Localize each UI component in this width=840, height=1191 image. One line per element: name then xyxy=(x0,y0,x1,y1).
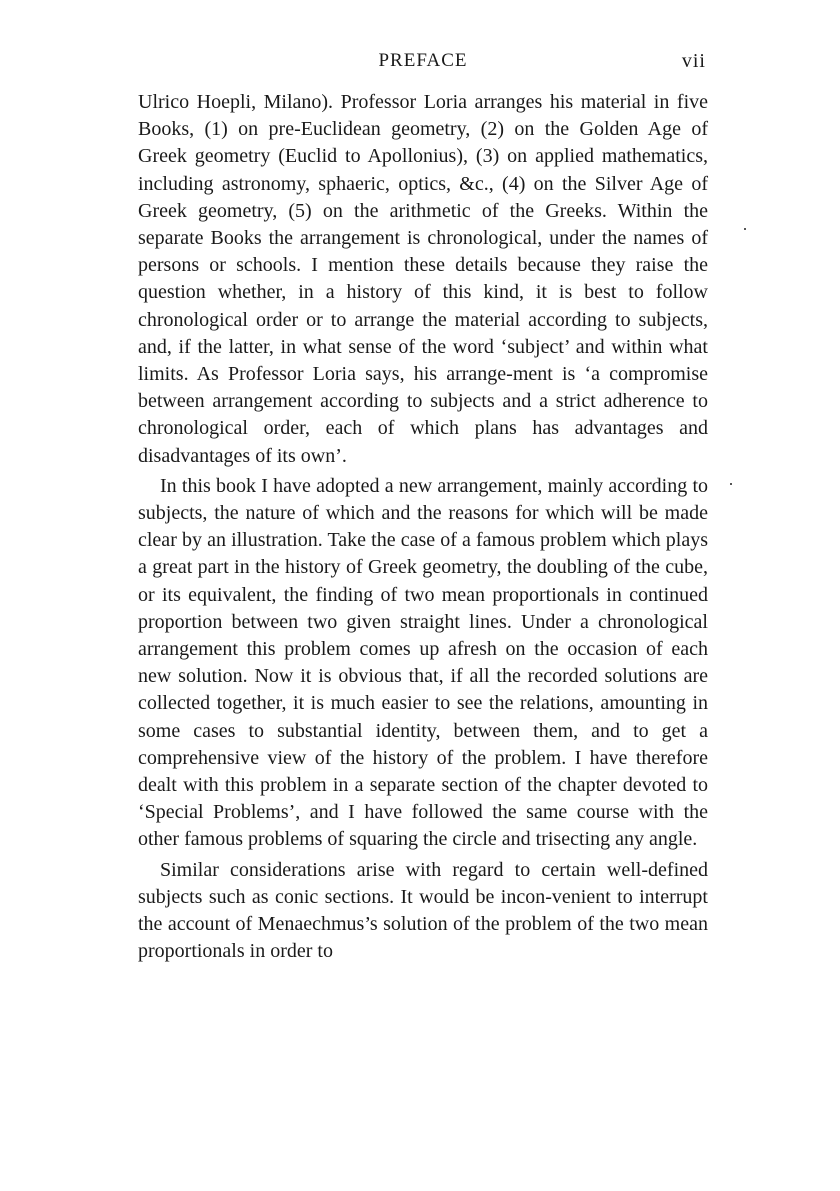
running-title: PREFACE xyxy=(378,50,468,71)
scan-speck xyxy=(744,228,746,230)
paragraph-similar-considerations: Similar considerations arise with regard to certain well-defined subjects such as conic sections. It would be incon-venient to interrupt the account of Menaechmus’s solution of the problem of the two mean proportionals in order to xyxy=(138,858,708,963)
scan-speck xyxy=(730,483,732,485)
paragraph-continued: Ulrico Hoepli, Milano). Professor Loria arranges his material in five Books, (1) on pre-Euclidean geometry, (2) on the Golden Age of Greek geometry (Euclid to Apollonius), (3) on applied mathematics, including astronomy, sphaeric, optics, &c., (4) on the Silver Age of Greek geometry, (5) on the arithmetic of the Greeks. Within the separate Books the arrangement is chronological, under the names of persons or schools. I mention these details because they raise the question whether, in a history of this kind, it is best to follow chronological order or to arrange the material according to subjects, and, if the latter, in what sense of the word ‘subject’ and within what limits. As Professor Loria says, his arrange-ment is ‘a compromise between arrangement according to subjects and a strict adherence to chronological order, each of which plans has advantages and disadvantages of its own’. xyxy=(138,91,708,467)
paragraph-arrangement: In this book I have adopted a new arrangement, mainly according to subjects, the nature of which and the reasons for which will be made clear by an illustration. Take the case of a famous problem which plays a great part in the history of Greek geometry, the doubling of the cube, or its equivalent, the finding of two mean proportionals in continued proportion between two given straight lines. Under a chronological arrangement this problem comes up afresh on the occasion of each new solution. Now it is obvious that, if all the recorded solutions are collected together, it is much easier to see the relations, amounting in some cases to substantial identity, between them, and to get a comprehensive view of the history of the problem. I have therefore dealt with this problem in a separate section of the chapter devoted to ‘Special Problems’, and I have followed the same course with the other famous problems of squaring the circle and trisecting any angle. xyxy=(138,474,708,851)
body-text xyxy=(138,89,708,966)
page-number: vii xyxy=(681,50,706,72)
page-header xyxy=(138,50,708,80)
